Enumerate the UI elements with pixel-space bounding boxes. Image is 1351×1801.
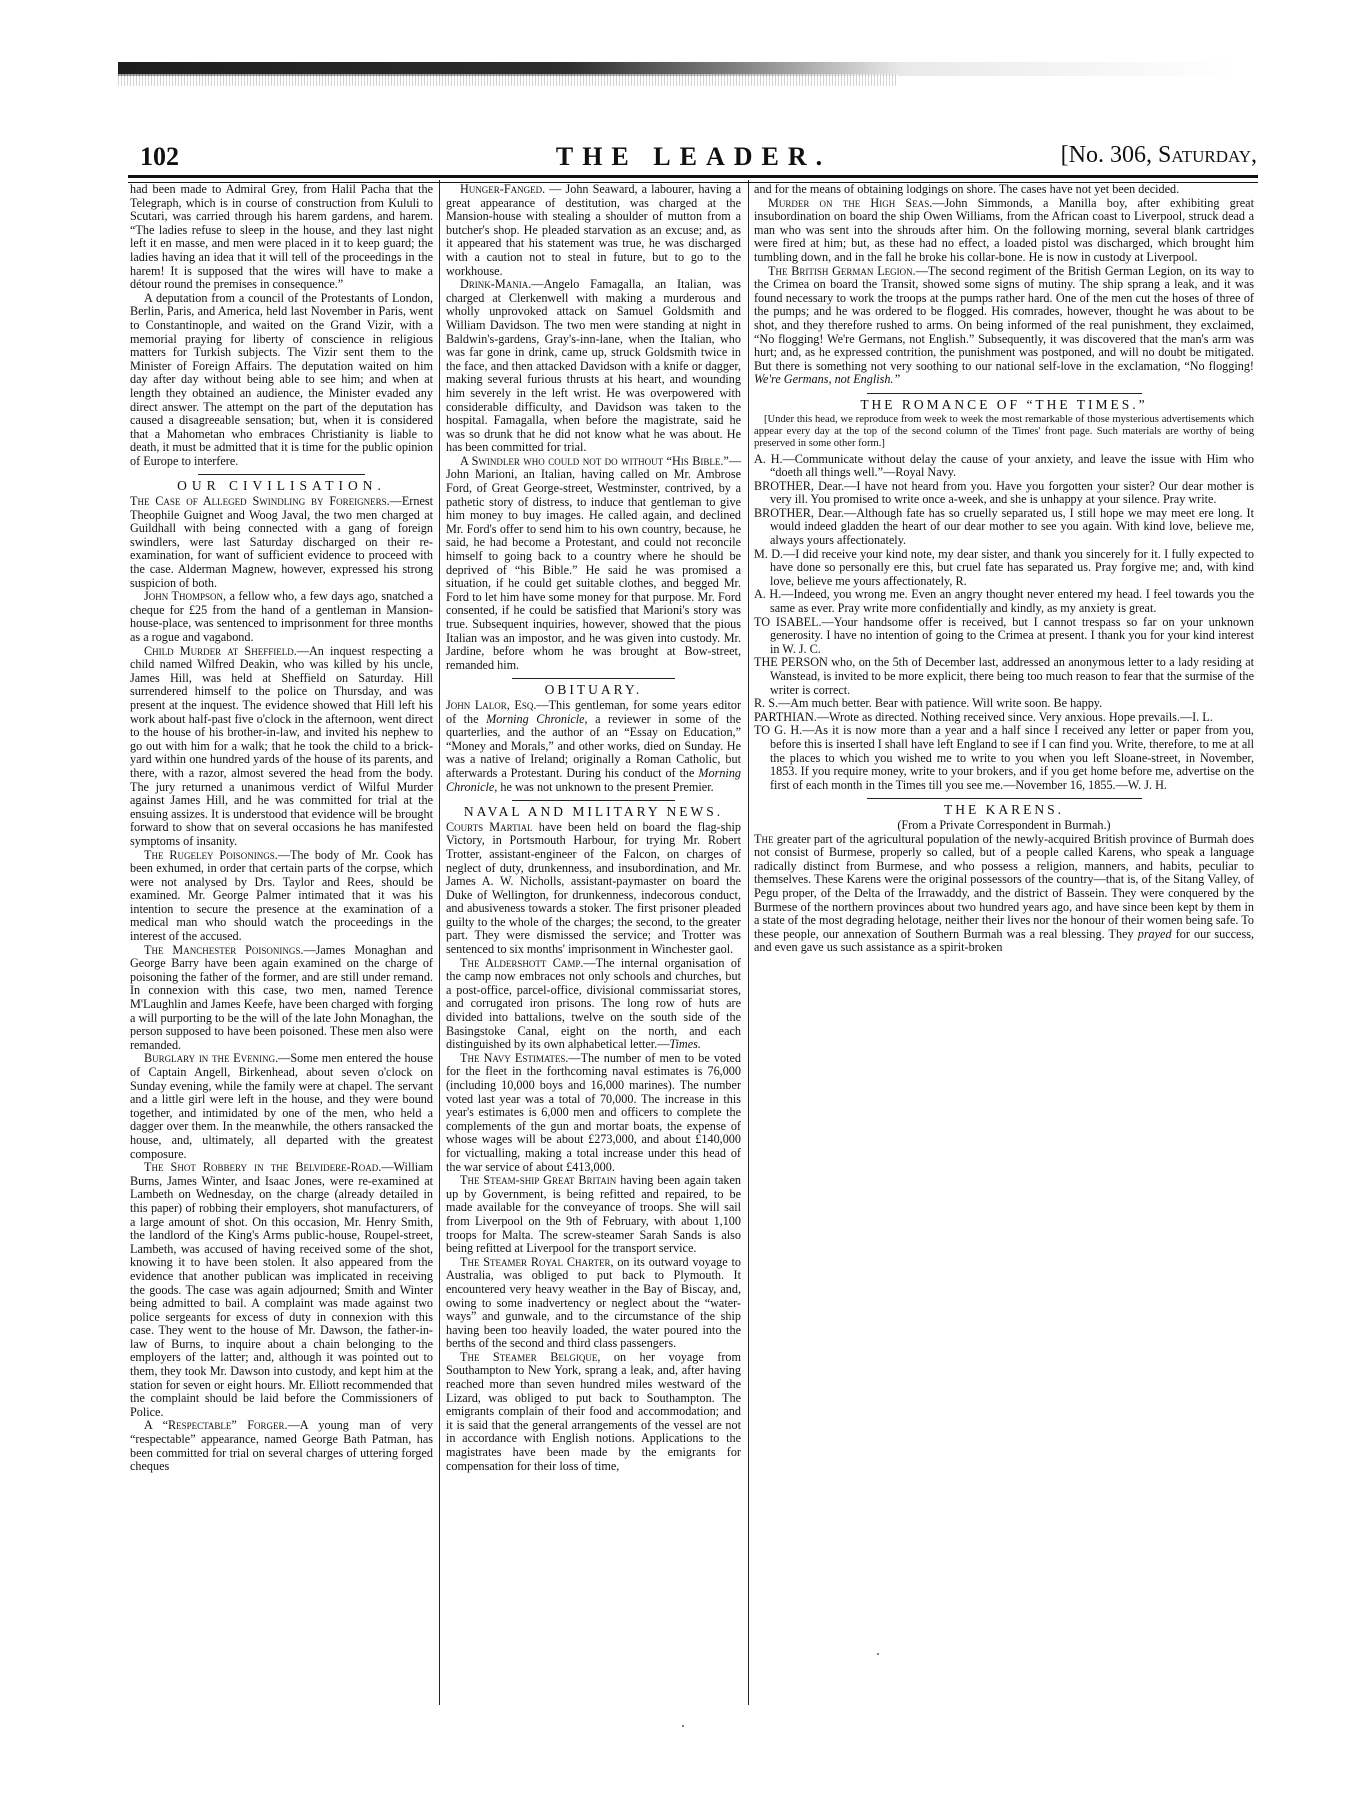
item-text: having been again taken up by Government, is being refitted and repaired, to be made available for the conveyance of troops. She will sail from Liverpool on the 9th of February, with about 1,100 troops for Malta. The screw-steamer Sarah Sands is also being refitted at Liverpool for the transport service. — [446, 1173, 741, 1256]
item-lead: A “Respectable” Forger. — [144, 1418, 288, 1433]
item-lead: Hunger-Fanged. — [460, 182, 546, 196]
ad-text: who, on the 5th of December last, addressed an anonymous letter to a lady residing at Wanstead, is invited to be more explicit, there being too much reason to fear that the surmise of the writer is correct. — [770, 655, 1254, 697]
section-subheading: (From a Private Correspondent in Burmah.) — [897, 817, 1111, 832]
personal-ad — [754, 724, 1254, 792]
item-italic: Morning Chronicle, — [486, 711, 588, 726]
news-item — [130, 590, 433, 644]
item-text: —William Burns, James Winter, and Isaac Jones, were re-examined at Lambeth on Wednesday, on the charge (already detailed in this paper) of robbing their employers, shot manufacturers, of a large amount of shot. On this occasion, Mr. Henry Smith, the landlord of the King's Arms public-house, Roupel-street, Lambeth, was accused of having received some of the shot, knowing it to have been stolen. It also appeared from the evidence that another publican was implicated in receiving the goods. The case was again adjourned; Smith and Winter being admitted to bail. A complaint was made against two police sergeants for excess of duty in connexion with this case. They went to the house of Mr. Dawson, the father-in-law of Burns, to inquire about a chain belonging to the employers of the latter; and, although it was pointed out to them, they took Mr. Dawson into custody, and kept him at the station for seven or eight hours. Mr. Elliott recommended that the complaint should be laid before the Commissioners of Police. — [130, 1160, 433, 1419]
personal-ad — [754, 588, 1254, 615]
item-italic: We're Germans, not English.” — [754, 372, 901, 387]
issue-info — [1061, 142, 1257, 169]
section-heading-our-civilisation: OUR CIVILISATION. — [177, 478, 386, 494]
article-paragraph: A deputation from a council of the Protestants of London, Berlin, Paris, and America, held last November in Paris, went to Constantinople, and waited on the Grand Vizir, with a memorial praying for liberty of conscience in religious matters for Turkish subjects. The Vizir sent them to the Minister of Foreign Affairs. The deputation waited on him day after day without being able to see him; and when at length they obtained an audience, the Minister evaded any direct answer. The attempt on the part of the deputation has caused a disagreeable sensation; but, when it is considered that a Mahometan who embraces Christianity is liable to death, it must be admitted that it is time for the public opinion of Europe to interfere. — [130, 290, 433, 468]
item-text: —John Marioni, an Italian, having called on Mr. Ambrose Ford, of Great George-street, Westminster, contrived, by a pathetic story of distress, to induce that gentleman to give him money to buy images. He called again, and declined Mr. Ford's offer to send him to his own country, because, he said, he had become a Protestant, and could not reconcile himself to going back to a country where he should be deprived of “his Bible.” He said he was promised a situation, if he could get suitable clothes, and begged Mr. Ford to let him have some money for that purpose. Mr. Ford consented, if he could be satisfied that Marioni's story was true. Subsequent inquiries, however, showed that the pious Italian was an impostor, and he was given into custody. Mr. Jardine, before whom he was brought at Bow-street, remanded him. — [446, 453, 741, 672]
news-item — [446, 1351, 741, 1473]
obituary-item — [446, 699, 741, 794]
item-text: — John Seaward, a labourer, having a great appearance of destitution, was charged at the Mansion-house with stealing a shoulder of mutton from a butcher's shop. He pleaded starvation as an excuse; and, as it appeared that his statement was true, he was discharged with a caution not to steal in future, but to go to the workhouse. — [446, 182, 741, 278]
item-text: —Angelo Famagalla, an Italian, was charged at Clerkenwell with making a murderous and wholly unprovoked attack on Samuel Goldsmith and William Davidson. The two men were standing at night in Baldwin's-gardens, Gray's-inn-lane, when the Italian, who was far gone in drink, came up, struck Goldsmith twice in the face, and then attacked Davidson with a knife or dagger, making several furious thrusts at his heart, and wounding him severely in the left wrist. He was overpowered with considerable difficulty, and Davidson was taken to the hospital. Famagalla, when before the magistrate, said he was so drunk that he did not know what he was about. He has been committed for trial. — [446, 277, 741, 455]
section-divider — [867, 393, 1142, 394]
ad-text: —Am much better. Bear with patience. Will write soon. Be happy. — [778, 696, 1103, 711]
personal-ad — [754, 453, 1254, 480]
article-paragraph: had been made to Admiral Grey, from Halil Pacha that the Telegraph, which is in course of construction from Kululi to Scutari, was carried through his harem gardens, and harem. “The ladies refuse to sleep in the house, and they last night left it en masse, and men were placed in it to keep guard; the ladies having an idea that it will tell of the proceedings in the harem! It is supposed that the wires will have to make a détour round the premises in consequence.” — [130, 182, 433, 292]
news-item — [446, 278, 741, 455]
item-text: greater part of the agricultural population of the newly-acquired British province of Burmah does not consist of Burmese, properly so called, but of a people called Karens, who speak a language radically distinct from Burmese, and who possess a religion, manners, and habits, peculiar to themselves. These Karens were the original possessors of the country—that is, of the Sitang Valley, of Pegu proper, of the Delta of the Irrawaddy, and the district of Bassein. They were conquered by the Burmese of the northern provinces about two hundred years ago, and have since been kept by them in a state of the most degrading helotage, neither their lives nor the honour of their women being safe. To these people, our annexation of Southern Burmah was a real blessing. They — [754, 831, 1254, 941]
personal-ad — [754, 548, 1254, 589]
ad-text: —As it is now more than a year and a half since I received any letter or paper from you, before this is inserted I shall have left England to see if I can find you. Write, therefore, to me at all the places to which you wished me to write to you when you left Sloane-street, in November, 1853. If you require money, write to your brokers, and if you get home before me, advertise on the first of each month in the Times till you see me.—November 16, 1855.—W. J. H. — [770, 723, 1254, 792]
item-lead: The Steam-ship Great Britain — [460, 1173, 617, 1188]
item-lead: The Shot Robbery in the Belvidere-Road. — [144, 1160, 382, 1175]
item-text: —This gentleman, for some years editor of the — [446, 697, 742, 726]
item-lead: The Steamer Royal Charter, — [460, 1254, 614, 1269]
item-text: —The body of Mr. Cook has been exhumed, in order that certain parts of the corpse, which were not analysed by Drs. Taylor and Rees, should be examined. Mr. George Palmer intimated that it was his intention to secure the presence at the examination of a medical man who should watch the proceedings in the interest of the accused. — [130, 847, 434, 944]
ad-name: THE PERSON — [754, 655, 828, 670]
item-text: —Ernest Theophile Guignet and Woog Javal, the two men charged at Guildhall with being connected with a gang of foreign swindlers, were last Saturday discharged on their re-examination, for want of sufficient evidence to proceed with the case. Alderman Magnew, however, expressed his strong suspicion of both. — [130, 494, 433, 590]
item-lead: Drink-Mania. — [460, 277, 532, 292]
ad-text: —Wrote as directed. Nothing received since. Very anxious. Hope prevails.—I. L. — [816, 709, 1213, 724]
news-item — [130, 944, 433, 1053]
ad-text: —Your handsome offer is received, but I cannot trespass so far on your unknown generosity. I have no intention of going to the Crimea at present. I thank you for your kind interest in W. J. C. — [770, 614, 1255, 656]
news-item — [446, 455, 741, 673]
item-text: —Some men entered the house of Captain Angell, Birkenhead, about seven o'clock on Sunday evening, while the family were at chapel. The servant and a little girl were left in the house, and they were bound together, and intimidated by one of the men, who held a dagger over them. In the meanwhile, the others ransacked the house, and, ultimately, all departed with the greatest composure. — [130, 1051, 433, 1161]
news-item — [130, 645, 433, 849]
item-italic: Morning Chronicle, — [446, 765, 741, 794]
item-lead: The Steamer Belgique, — [460, 1349, 601, 1364]
personal-ad — [754, 507, 1254, 548]
item-text: —An inquest respecting a child named Wilfred Deakin, who was killed by his uncle, James Hill, was held at Sheffield on Saturday. Hill surrendered himself to the police on Thursday, and was present at the inquest. The evidence showed that Hill left his work about half-past five o'clock in the afternoon, went direct to the house of his brother-in-law, and invited his nephew to go out with him for a walk; that he took the child to a brick-yard within one hundred yards of the house of its parents, and there, with a razor, almost severed the head from the body. The jury returned a unanimous verdict of Wilful Murder against James Hill, and he was committed for trial at the ensuing assizes. It is understood that evidence will be brought forward to show that on several occasions he has manifested symptoms of insanity. — [130, 643, 433, 848]
item-lead: The Manchester Poisonings. — [144, 942, 304, 957]
item-lead: Courts Martial — [446, 819, 533, 834]
item-text: have been held on board the flag-ship Victory, in Portsmouth Harbour, for trying Mr. Robert Trotter, assistant-engineer of the Falcon, on charges of neglect of duty, drunkenness, and insubordination, and Mr. James A. W. Nicholls, assistant-paymaster on board the Duke of Wellington, for drunkenness, indecorous conduct, and abusiveness towards a stoker. The first prisoner pleaded guilty to the whole of the charges; the second, to the greater part. They were dismissed the service; and Trotter was sentenced to six months' imprisonment in Winchester gaol. — [446, 819, 741, 957]
column-rule — [748, 180, 749, 1705]
scan-speck — [682, 1725, 684, 1727]
ad-name: BROTHER, — [754, 478, 814, 493]
item-text: a fellow who, a few days ago, snatched a cheque for £25 from the hand of a gentleman in Mansion-house-place, was sentenced to imprisonment for three months as a rogue and vagabond. — [130, 589, 433, 644]
personal-ad — [754, 480, 1254, 507]
column-2 — [446, 183, 741, 1473]
item-text: —The number of men to be voted for the fleet in the forthcoming naval estimates is 76,000 (including 10,000 boys and 16,000 marines). The number voted last year was a total of 70,000. The increase in this year's estimates is 6,000 men and officers to complete the complements of the gun and mortar boats, the expense of whose wages will be about £273,000, and about £140,000 for victualling, making a total increase under this head of the war service of about £413,000. — [446, 1050, 742, 1174]
ad-name: TO G. H. — [754, 723, 803, 738]
scan-speck — [877, 1653, 879, 1655]
item-text: —The second regiment of the British German Legion, on its way to the Crimea on board the Transit, showed some signs of mutiny. The ship sprang a leak, and it was found necessary to work the troops at the pumps rather hard. One of the men cut the hoses of three of the pumps; and he was ordered to be flogged. His comrades, however, thought he was about to be shot, and they therefore rushed to arms. On being informed of the real punishment, they exclaimed, “No flogging! We're Germans, not English.” Subsequently, it was discovered that the man's arm was hurt; and, as he expressed contrition, the punishment was postponed, and will no doubt be mitigated. But there is something not very soothing to our national self-love in the exclamation, “No flogging! — [754, 263, 1255, 373]
ad-text: Dear.—I have not heard from you. Have you forgotten your sister? Our dear mother is very ill. You promised to write once a-week, and she is unhappy at your silence. Pray write. — [770, 478, 1254, 507]
ad-name: TO ISABEL. — [754, 614, 822, 629]
newspaper-title: THE LEADER. — [555, 142, 832, 171]
ad-name: BROTHER, — [754, 505, 814, 520]
news-item — [446, 957, 741, 1052]
personal-ad — [754, 697, 1254, 711]
personal-ad — [754, 656, 1254, 697]
item-text: he was not unknown to the present Premier. — [497, 779, 714, 794]
article-paragraph: and for the means of obtaining lodgings on shore. The cases have not yet been decided. — [754, 182, 1180, 196]
news-item — [130, 849, 433, 944]
ad-name: M. D. — [754, 546, 784, 561]
item-lead: The Aldershott Camp. — [460, 955, 584, 970]
item-lead: The Rugeley Poisonings. — [144, 847, 278, 862]
section-divider — [512, 678, 674, 679]
issue-day: Saturday, — [1157, 142, 1257, 168]
ad-name: A. H. — [754, 587, 782, 602]
item-lead: Murder on the High Seas. — [768, 195, 933, 210]
page-number: 102 — [140, 142, 179, 171]
item-lead: A Swindler who could not do without “His Bible.” — [460, 453, 729, 468]
news-item — [446, 821, 741, 957]
news-item — [754, 265, 1254, 387]
ad-name: R. S. — [754, 696, 779, 711]
scan-artifact-noise — [118, 74, 898, 86]
item-text: —John Simmonds, a Manilla boy, after exhibiting great insubordination on board the ship Owen Williams, from the African coast to Liverpool, struck dead a man who was sent into the shrouds after him. On the following morning, several blank cartridges were fired at him; but, as these had no effect, a loaded pistol was discharged, which brought him tumbling down, and in the fall he broke his collar-bone. He is now in custody at Liverpool. — [754, 195, 1254, 264]
ad-text: —Indeed, you wrong me. Even an angry thought never entered my head. I feel towards you the same as ever. Pray write more confidentially and kindly, as my anxiety is great. — [770, 587, 1254, 616]
masthead — [130, 142, 1257, 172]
news-item — [130, 1052, 433, 1161]
issue-number: [No. 306, — [1060, 142, 1158, 168]
personal-ad — [754, 711, 1254, 725]
news-item — [446, 1256, 741, 1351]
item-text: on its outward voyage to Australia, was obliged to put back to Plymouth. It encountered very heavy weather in the Bay of Biscay, and, owing to some inadvertency or neglect about the “water-ways” and gunwale, and to the circumstance of the ship having been too heavily loaded, the water poured into the berths of the second and third class passengers. — [446, 1254, 741, 1351]
item-lead: The Case of Alleged Swindling by Foreigners. — [130, 494, 390, 509]
section-divider — [867, 798, 1142, 799]
section-divider — [512, 800, 674, 801]
news-item — [130, 1419, 433, 1473]
column-rule — [439, 180, 440, 1705]
news-item — [446, 1052, 741, 1174]
item-text: —A young man of very “respectable” appearance, named George Bath Patman, has been committed for trial on several charges of uttering forged cheques — [130, 1418, 434, 1474]
article-paragraph — [754, 833, 1254, 955]
item-text: on her voyage from Southampton to New York, sprang a leak, and, after having reached more than seven hundred miles westward of the Lizard, was obliged to put back to Southampton. The emigrants complain of their food and accommodation; and it is said that the general arrangements of the vessel are not in accordance with English notions. Applications to the magistrates have been made by the emigrants for compensation for their loss of time, — [446, 1349, 741, 1473]
ad-text: —Communicate without delay the cause of your anxiety, and leave the issue with Him who “doeth all things well.”—Royal Navy. — [770, 451, 1254, 480]
item-text: for our success, and even gave us such assistance as a spirit-broken — [754, 926, 1255, 955]
news-item — [130, 495, 433, 590]
editorial-note: [Under this head, we reproduce from week to week the most remarkable of those mysterious advertisements which appear every day at the top of the second column of the Times' front page. Such materials are worthy of being preserved in some other form.] — [754, 413, 1254, 449]
item-text: —James Monaghan and George Barry have been again examined on the charge of poisoning the father of the former, and are still under remand. In connexion with this case, two men, named Terence M'Laughlin and James Keefe, have been charged with forging a will purporting to be the will of the late John Monaghan, the person supposed to have been poisoned. These men also were remanded. — [130, 942, 433, 1052]
ad-name: A. H. — [754, 451, 783, 466]
section-heading-obituary: OBITUARY. — [544, 682, 643, 698]
section-heading-karens: THE KARENS. — [944, 802, 1064, 818]
section-divider — [198, 474, 365, 475]
item-lead: Child Murder at Sheffield. — [144, 643, 297, 658]
item-lead: The Navy Estimates. — [460, 1050, 569, 1065]
item-lead: Burglary in the Evening. — [144, 1051, 279, 1066]
ad-text: Dear.—Although fate has so cruelly separated us, I still hope we may meet ere long. It would indeed gladden the heart of our dear mother to see you again. With kind love, believe me, always yours affectionately. — [770, 505, 1254, 548]
item-lead: John Thompson, — [144, 589, 227, 604]
news-item — [446, 1174, 741, 1256]
section-heading-naval-military: NAVAL AND MILITARY NEWS. — [463, 804, 724, 820]
item-italic: prayed — [1137, 926, 1172, 941]
ad-text: —I did receive your kind note, my dear sister, and thank you sincerely for it. I fully expected to have done so personally ere this, but cruel fate has separated us. Pray forgive me; and, with kind love, believe me yours affectionately, R. — [770, 546, 1254, 588]
item-lead: John Lalor, Esq. — [446, 697, 537, 712]
section-heading-romance-times: THE ROMANCE OF “THE TIMES.” — [860, 396, 1148, 412]
item-text: —The internal organisation of the camp now embraces not only schools and churches, but a post-office, parcel-office, divisional commissariat stores, and corrugated iron prisons. The long row of huts are divided into battalions, twelve on the south side of the Basingstoke Canal, eight on the north, and each distinguished by its own alphabetical letter.— — [446, 955, 741, 1052]
item-italic: Times. — [669, 1037, 701, 1052]
item-lead: The — [754, 831, 774, 846]
column-1 — [130, 183, 433, 1474]
news-item — [130, 1161, 433, 1419]
news-item — [446, 183, 741, 278]
personal-ad — [754, 616, 1254, 657]
item-text: a reviewer in some of the quarterlies, and the author of an “Essay on Education,” “Money and Morals,” and other works, died on Sunday. He was a native of Ireland; originally a Roman Catholic, but afterwards a Protestant. During his conduct of the — [446, 711, 741, 780]
column-3 — [754, 183, 1254, 955]
item-lead: The British German Legion. — [768, 263, 916, 278]
news-item — [754, 197, 1254, 265]
ad-name: PARTHIAN. — [754, 709, 817, 724]
